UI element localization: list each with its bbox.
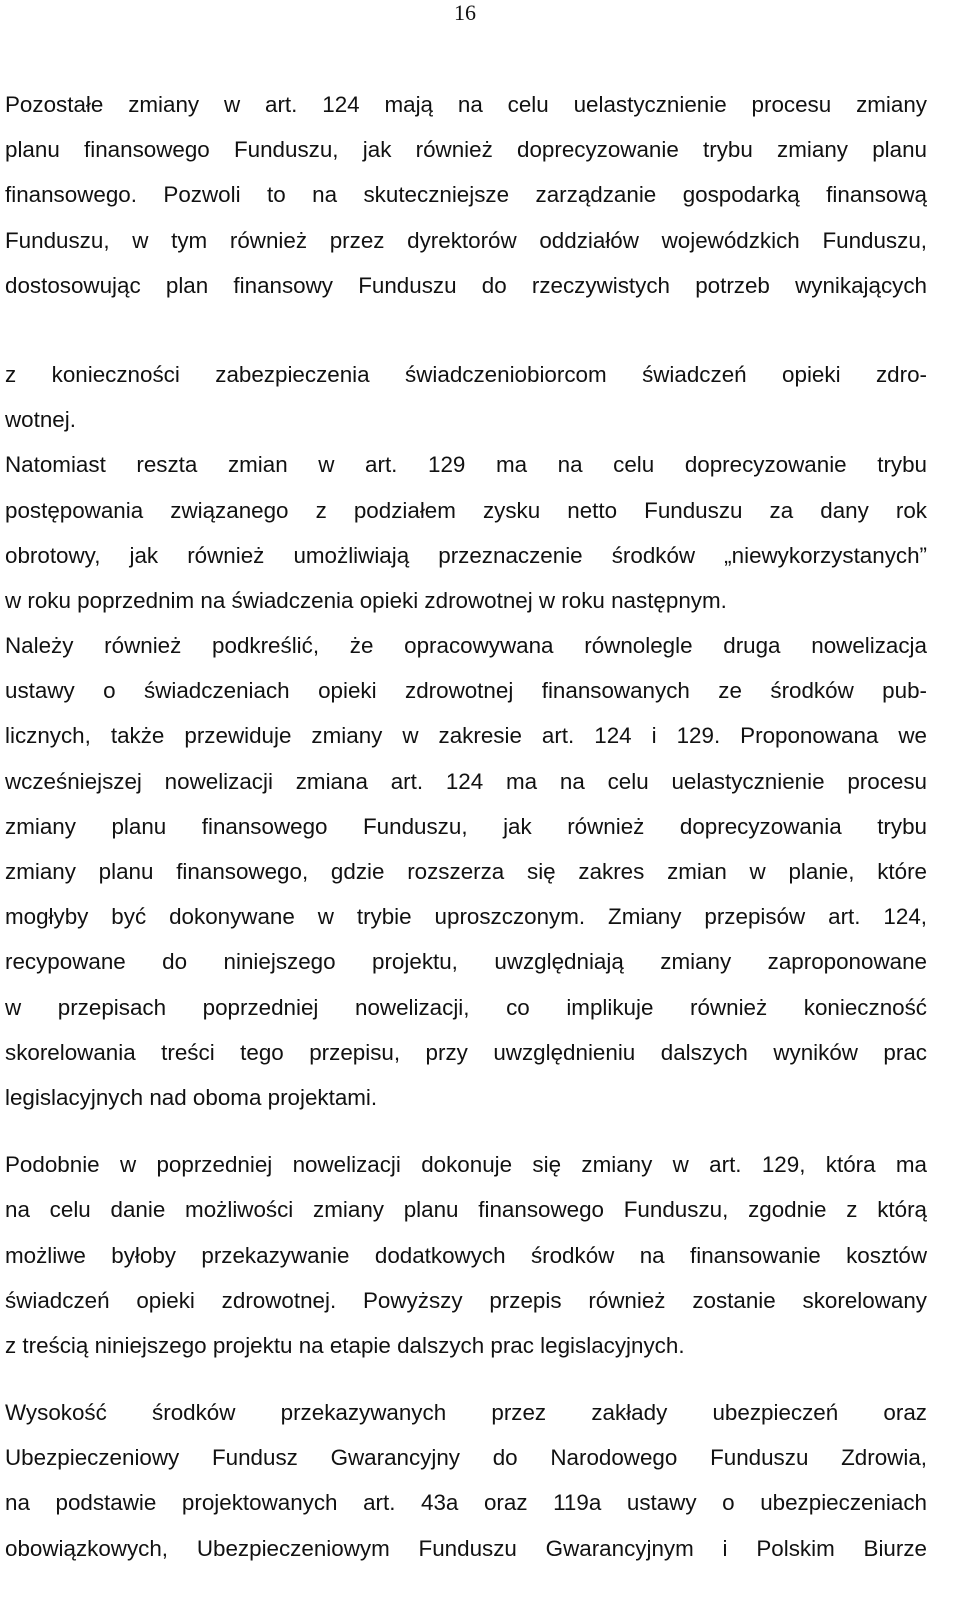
text-line: Funduszu, w tym również przez dyrektorów oddziałów wojewódzkich Funduszu, — [5, 227, 927, 253]
text-line: Natomiast reszta zmian w art. 129 ma na celu doprecyzowanie trybu — [5, 452, 927, 478]
paragraph-4 — [5, 1142, 927, 1368]
text-line: postępowania związanego z podziałem zysku netto Funduszu za dany rok — [5, 497, 927, 523]
text-line: wcześniejszej nowelizacji zmiana art. 124 ma na celu uelastycznienie procesu — [5, 768, 927, 794]
text-line: Należy również podkreślić, że opracowywana równolegle druga nowelizacja — [5, 633, 927, 659]
text-line: z treścią niniejszego projektu na etapie dalszych prac legislacyjnych. — [5, 1332, 685, 1358]
paragraph-1 — [5, 82, 927, 308]
spacer — [5, 1368, 927, 1390]
text-line: obrotowy, jak również umożliwiają przeznaczenie środków „niewykorzystanych” — [5, 542, 927, 568]
paragraph-1-continued — [5, 352, 927, 442]
paragraph-2 — [5, 442, 927, 623]
text-line: ustawy o świadczeniach opieki zdrowotnej finansowanych ze środków pub- — [5, 678, 927, 704]
text-line: możliwe byłoby przekazywanie dodatkowych środków na finansowanie kosztów — [5, 1242, 927, 1268]
text-line: Ubezpieczeniowy Fundusz Gwarancyjny do Narodowego Funduszu Zdrowia, — [5, 1445, 927, 1471]
text-line: legislacyjnych nad oboma projektami. — [5, 1084, 378, 1110]
text-line: obowiązkowych, Ubezpieczeniowym Funduszu Gwarancyjnym i Polskim Biurze — [5, 1535, 927, 1561]
text-line: planu finansowego Funduszu, jak również doprecyzowanie trybu zmiany planu — [5, 137, 927, 163]
text-line: Wysokość środków przekazywanych przez zakłady ubezpieczeń oraz — [5, 1400, 927, 1426]
text-line: zmiany planu finansowego, gdzie rozszerza się zakres zmian w planie, które — [5, 859, 927, 884]
text-line: w roku poprzednim na świadczenia opieki zdrowotnej w roku następnym. — [5, 587, 727, 613]
text-line: wotnej. — [5, 407, 76, 433]
page-number: 16 — [454, 0, 476, 25]
text-line: z konieczności zabezpieczenia świadczeniobiorcom świadczeń opieki zdro- — [5, 361, 927, 387]
paragraph-5 — [5, 1390, 927, 1571]
text-line: skorelowania treści tego przepisu, przy uwzględnieniu dalszych wyników prac — [5, 1039, 927, 1065]
text-line: recypowane do niniejszego projektu, uwzględniają zmiany zaproponowane — [5, 949, 927, 975]
document-body — [5, 82, 927, 1571]
text-line: finansowego. Pozwoli to na skuteczniejsze zarządzanie gospodarką finansową — [5, 182, 927, 208]
text-line: Podobnie w poprzedniej nowelizacji dokonuje się zmiany w art. 129, która ma — [5, 1152, 927, 1178]
text-line: w przepisach poprzedniej nowelizacji, co implikuje również konieczność — [5, 994, 927, 1020]
text-line: Pozostałe zmiany w art. 124 mają na celu uelastycznienie procesu zmiany — [5, 92, 927, 117]
text-line: zmiany planu finansowego Funduszu, jak również doprecyzowania trybu — [5, 813, 927, 839]
text-line: dostosowując plan finansowy Funduszu do rzeczywistych potrzeb wynikających — [5, 272, 927, 298]
spacer — [5, 1120, 927, 1142]
text-line: na celu danie możliwości zmiany planu finansowego Funduszu, zgodnie z którą — [5, 1197, 927, 1223]
text-line: świadczeń opieki zdrowotnej. Powyższy przepis również zostanie skorelowany — [5, 1287, 927, 1313]
spacer — [5, 308, 927, 352]
text-line: mogłyby być dokonywane w trybie uproszczonym. Zmiany przepisów art. 124, — [5, 904, 927, 930]
text-line: na podstawie projektowanych art. 43a oraz 119a ustawy o ubezpieczeniach — [5, 1490, 927, 1516]
paragraph-3 — [5, 623, 927, 1120]
text-line: licznych, także przewiduje zmiany w zakresie art. 124 i 129. Proponowana we — [5, 723, 927, 749]
